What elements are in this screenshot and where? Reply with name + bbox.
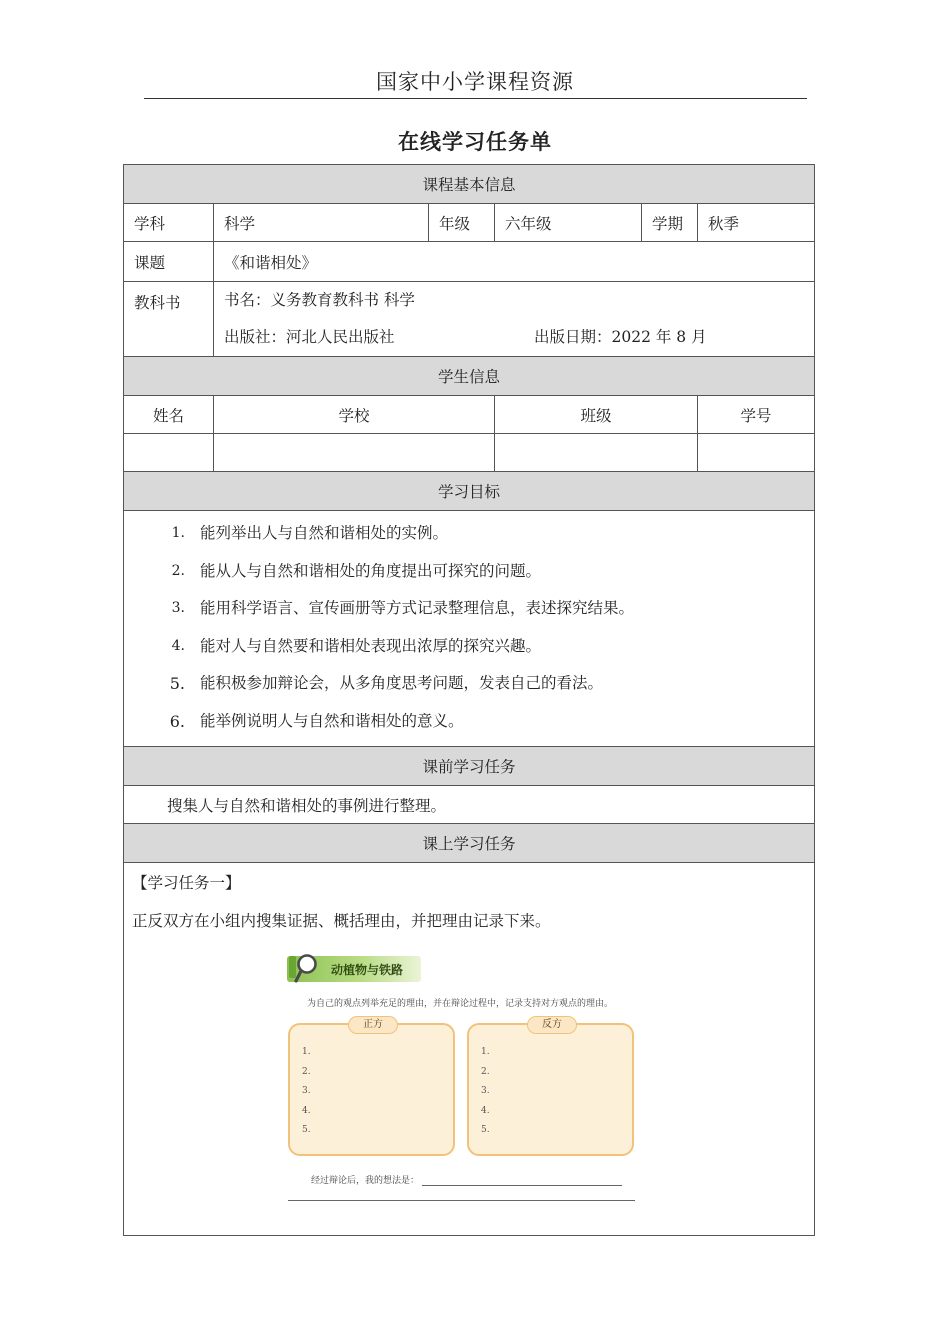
workbook-banner-title: 动植物与铁路: [331, 963, 404, 977]
course-info-header: 课程基本信息: [124, 165, 815, 204]
textbook-label: 教科书: [124, 282, 214, 357]
learning-goals-list: [124, 511, 814, 746]
pre-class-task-text: 搜集人与自然和谐相处的事例进行整理。: [124, 786, 815, 824]
school-input-cell[interactable]: [214, 434, 495, 472]
list-item: 2.: [481, 1066, 490, 1077]
list-item: 4.: [302, 1105, 311, 1116]
publish-date: 出版日期：2022 年 8 月: [534, 328, 707, 346]
grade-value: 六年级: [495, 204, 642, 242]
list-item: 3.: [481, 1086, 490, 1096]
list-item: 5.: [302, 1125, 311, 1135]
goal-item: 1. 能列举出人与自然和谐相处的实例。: [171, 524, 449, 542]
pro-reasons-list: [302, 1047, 311, 1145]
name-input-cell[interactable]: [124, 434, 214, 472]
document-title: 在线学习任务单: [398, 129, 552, 154]
task-sheet-table: [123, 164, 815, 1236]
con-reasons-list: [481, 1047, 490, 1145]
list-item: 1.: [481, 1047, 490, 1057]
learning-goals-header: 学习目标: [124, 472, 815, 511]
name-column-header: 姓名: [124, 396, 214, 434]
goal-item: 5. 能积极参加辩论会，从多角度思考问题，发表自己的看法。: [169, 674, 604, 693]
magnifier-icon: [287, 950, 321, 984]
textbook-info: [214, 282, 815, 357]
in-class-task-cell: [124, 863, 815, 1236]
goal-item: 6. 能举例说明人与自然和谐相处的意义。: [169, 711, 464, 731]
site-header-title: 国家中小学课程资源: [376, 70, 574, 94]
list-item: 5.: [481, 1125, 490, 1135]
pro-side-card: [288, 1019, 455, 1156]
term-value: 秋季: [698, 204, 815, 242]
list-item: 2.: [302, 1066, 311, 1077]
con-side-label: 反方: [527, 1016, 577, 1034]
student-id-column-header: 学号: [698, 396, 815, 434]
after-debate-answer-line: [422, 1176, 622, 1186]
con-side-card: [467, 1019, 634, 1156]
task-one-heading: 【学习任务一】: [132, 874, 241, 892]
list-item: 3.: [302, 1086, 311, 1096]
goal-item: 2. 能从人与自然和谐相处的角度提出可探究的问题。: [171, 561, 542, 580]
class-input-cell[interactable]: [495, 434, 698, 472]
textbook-publication: [224, 319, 814, 356]
list-item: 4.: [481, 1105, 490, 1116]
after-debate-row: [311, 1173, 622, 1186]
pro-side-label: 正方: [348, 1016, 398, 1034]
task-one-description: 正反双方在小组内搜集证据、概括理由，并把理由记录下来。: [132, 912, 551, 930]
class-column-header: 班级: [495, 396, 698, 434]
term-label: 学期: [642, 204, 698, 242]
workbook-instruction: 为自己的观点列举充足的理由，并在辩论过程中，记录支持对方观点的理由。: [307, 999, 614, 1009]
publisher: 出版社：河北人民出版社: [224, 328, 395, 346]
topic-label: 课题: [124, 242, 214, 282]
subject-value: 科学: [214, 204, 429, 242]
textbook-name: 书名：义务教育教科书 科学: [224, 291, 415, 309]
grade-label: 年级: [429, 204, 495, 242]
workbook-figure: [283, 954, 641, 1204]
header-divider: [144, 98, 807, 99]
after-debate-prompt: 经过辩论后，我的想法是：: [311, 1176, 420, 1186]
in-class-task-header: 课上学习任务: [124, 824, 815, 863]
pre-class-task-header: 课前学习任务: [124, 747, 815, 786]
goal-item: 4. 能对人与自然要和谐相处表现出浓厚的探究兴趣。: [171, 636, 542, 655]
subject-label: 学科: [124, 204, 214, 242]
school-column-header: 学校: [214, 396, 495, 434]
topic-value: 《和谐相处》: [214, 242, 815, 282]
learning-goals-cell: [124, 511, 815, 747]
student-id-input-cell[interactable]: [698, 434, 815, 472]
list-item: 1.: [302, 1047, 311, 1057]
workbook-banner: [287, 956, 421, 982]
student-info-header: 学生信息: [124, 357, 815, 396]
answer-line: [288, 1200, 635, 1201]
goal-item: 3. 能用科学语言、宣传画册等方式记录整理信息，表述探究结果。: [171, 599, 635, 617]
